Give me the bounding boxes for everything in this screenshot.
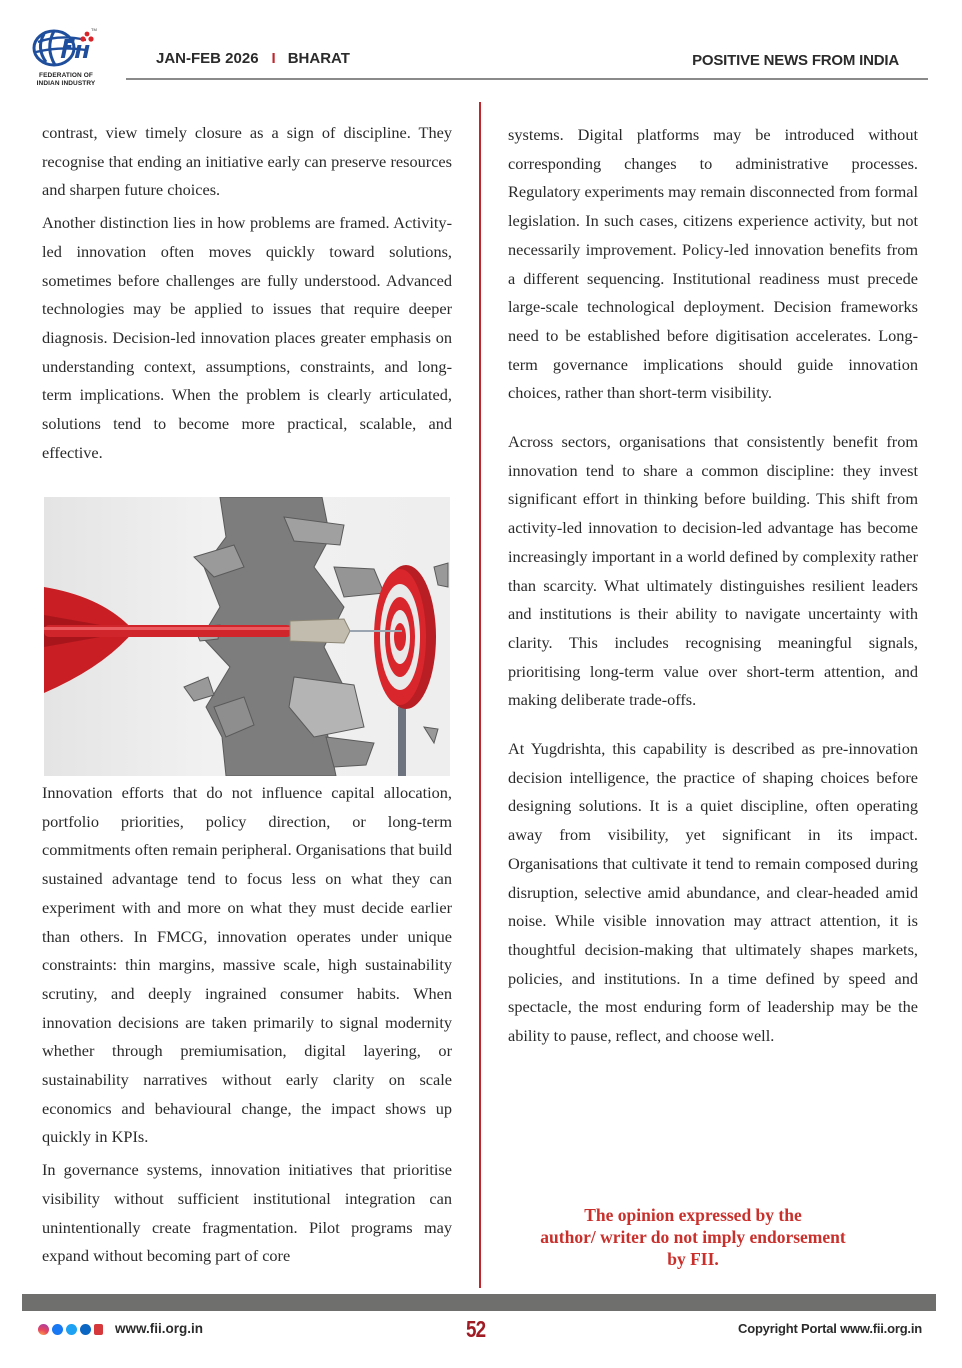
edition-name: BHARAT [287, 50, 350, 67]
left-column [42, 119, 452, 467]
instagram-icon[interactable] [38, 1324, 49, 1335]
paragraph: Innovation efforts that do not influence capital allocation, portfolio priorities, policy direction, or long-term commitments often remain peripheral. Organisations that build sustained advantage tend to focus less on what they can experiment with and more on what they must decide earlier than others. In FMCG, innovation operates under unique constraints: thin margins, massive scale, high sustainability scrutiny, and deeply ingrained consumer habits. When innovation decisions are taken primarily to signal modernity whether through premiumisation, digital layering, or sustainability narratives without early clarity on scale economics and behavioural change, the impact shows up quickly in KPIs. [42, 783, 452, 1147]
paragraph: At Yugdrishta, this capability is described as pre-innovation decision intelligence, the practice of shaping choices before designing solutions. It is a quiet discipline, often operating away from visibility, yet significant in its impact. Organisations that cultivate it tend to remain composed during disruption, selective amid abundance, and clear-headed amid noise. While visible innovation may attract attention, it is thoughtful decision-making that ultimately shapes markets, policies, and institutions. In a time defined by speed and spectacle, the most enduring form of leadership may be the ability to pause, reflect, and choose well. [508, 739, 918, 1046]
paragraph: Another distinction lies in how problems are framed. Activity-led innovation often moves quickly toward solutions, sometimes before challenges are fully understood. Advanced technologies may be applied to issues that require deeper diagnosis. Decision-led innovation places greater emphasis on understanding context, assumptions, constraints, and long-term implications. When the problem is clearly articulated, solutions tend to become more practical, scalable, and effective. [42, 213, 452, 462]
paragraph: In governance systems, innovation initiatives that prioritise visibility without sufficient institutional integration can unintentionally create fragmentation. Pilot programs may expand without becoming part of core [42, 1160, 452, 1266]
footer-bar [22, 1294, 936, 1311]
paragraph: systems. Digital platforms may be introduced without corresponding changes to administrative processes. Regulatory experiments may remain disconnected from formal legislation. In such cases, citizens experience activity, but not necessarily improvement. Policy-led innovation benefits from a different sequencing. Institutional readiness must precede large-scale technological deployment. Decision frameworks need to be established before digitisation accelerates. Long-term governance implications should guide innovation choices, rather than short-term visibility. [508, 125, 918, 403]
paragraph: Across sectors, organisations that consistently benefit from innovation tend to share a common discipline: they invest significant effort in thinking before building. This shift from activity-led innovation to decision-led advantage has become increasingly important in a world defined by complexity rather than scarcity. What ultimately distinguishes resilient leaders and institutions is their ability to navigate uncertainty with clarity. This includes recognising meaningful signals, prioritising long-term value over short-term attention, and making deliberate trade-offs. [508, 432, 918, 710]
right-column [508, 121, 918, 1051]
article-image [44, 497, 450, 776]
page-number: 52 [466, 1316, 486, 1342]
section-title: POSITIVE NEWS FROM INDIA [692, 52, 899, 69]
facebook-icon[interactable] [52, 1324, 63, 1335]
linkedin-icon[interactable] [80, 1324, 91, 1335]
header-rule [126, 78, 928, 80]
issue-date: JAN-FEB 2026 [156, 50, 259, 67]
svg-text:TM: TM [91, 27, 97, 32]
globe-logo-icon [30, 24, 102, 70]
social-links [38, 1324, 103, 1335]
left-column-lower [42, 779, 452, 1271]
disclaimer: The opinion expressed by the author/ writer do not imply endorsement by FII. [540, 1205, 846, 1269]
logo-subtitle: FEDERATION OF INDIAN INDUSTRY [36, 72, 96, 87]
column-divider [479, 102, 481, 1288]
youtube-icon[interactable] [94, 1324, 103, 1335]
copyright-text: Copyright Portal www.fii.org.in [738, 1321, 922, 1336]
fii-logo [26, 24, 106, 90]
dart-target-illustration-icon [44, 497, 450, 776]
website-link[interactable]: www.fii.org.in [115, 1321, 203, 1336]
header-separator: I [271, 50, 276, 67]
paragraph: contrast, view timely closure as a sign of discipline. They recognise that ending an initiative early can preserve resources and sharpen future choices. [42, 123, 452, 200]
twitter-icon[interactable] [66, 1324, 77, 1335]
issue-header [156, 50, 350, 67]
